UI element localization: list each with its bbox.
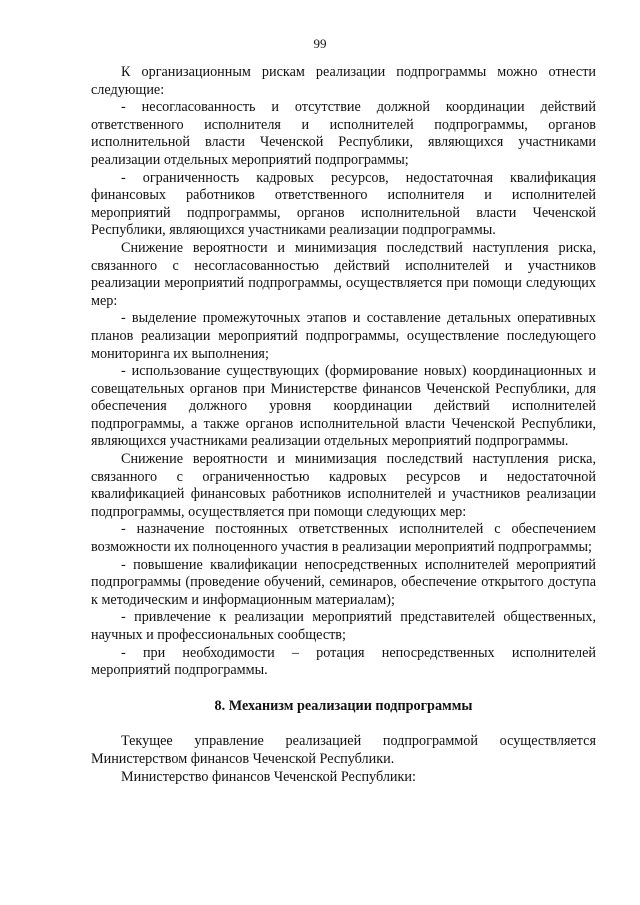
section-heading: 8. Механизм реализации подпрограммы bbox=[214, 697, 473, 714]
paragraph-current-management: Текущее управление реализацией подпрограммой осуществляется Министерством финансов Чеченской Республики. bbox=[91, 733, 596, 767]
document-body bbox=[91, 64, 596, 786]
list-item-involvement: - привлечение к реализации мероприятий представителей общественных, научных и профессиональных сообществ; bbox=[91, 609, 596, 643]
paragraph-staffing-mitigation: Снижение вероятности и минимизация последствий наступления риска, связанного с ограниченностью кадровых ресурсов и недостаточной квалификацией финансовых работников исполнителей и участников реализации подпрограммы, осуществляется при помощи следующих мер: bbox=[91, 451, 596, 520]
list-item-coordination-risk: - несогласованность и отсутствие должной координации действий ответственного исполнителя и исполнителей подпрограммы, органов исполнительной власти Чеченской Республики, являющихся участниками реализации отдельных мероприятий подпрограммы; bbox=[91, 99, 596, 168]
list-item-staffing-risk: - ограниченность кадровых ресурсов, недостаточная квалификация финансовых работников ответственного исполнителя и исполнителей мероприятий подпрограммы, органов исполнительной власти Чеченской Республики, являющихся участниками реализации подпрограммы. bbox=[91, 169, 596, 239]
list-item-qualification: - повышение квалификации непосредственных исполнителей мероприятий подпрограммы (проведение обучений, семинаров, обеспечение открытого доступа к методическим и информационным материалам); bbox=[91, 556, 596, 608]
paragraph-coordination-mitigation: Снижение вероятности и минимизация последствий наступления риска, связанного с несогласованностью действий исполнителей и участников реализации мероприятий подпрограммы, осуществляется при помощи следующих мер: bbox=[91, 239, 596, 309]
paragraph-org-risks-intro: К организационным рискам реализации подпрограммы можно отнести следующие: bbox=[91, 64, 596, 98]
list-item-interim-stages: - выделение промежуточных этапов и составление детальных оперативных планов реализации мероприятий подпрограммы, осуществление последующего мониторинга их выполнения; bbox=[91, 310, 596, 362]
paragraph-ministry: Министерство финансов Чеченской Республики: bbox=[121, 768, 416, 785]
list-item-coordinating-bodies: - использование существующих (формирование новых) координационных и совещательных органов при Министерстве финансов Чеченской Республики, для обеспечения должного уровня координации действий исполнителей подпрограммы, а также органов исполнительной власти Чеченской Республики, являющихся участниками реализации отдельных мероприятий подпрограммы. bbox=[91, 363, 596, 450]
list-item-rotation: - при необходимости – ротация непосредственных исполнителей мероприятий подпрограммы. bbox=[91, 644, 596, 679]
page-number: 99 bbox=[313, 36, 327, 51]
list-item-permanent-executors: - назначение постоянных ответственных исполнителей с обеспечением возможности их полноценного участия в реализации мероприятий подпрограммы; bbox=[91, 521, 596, 556]
